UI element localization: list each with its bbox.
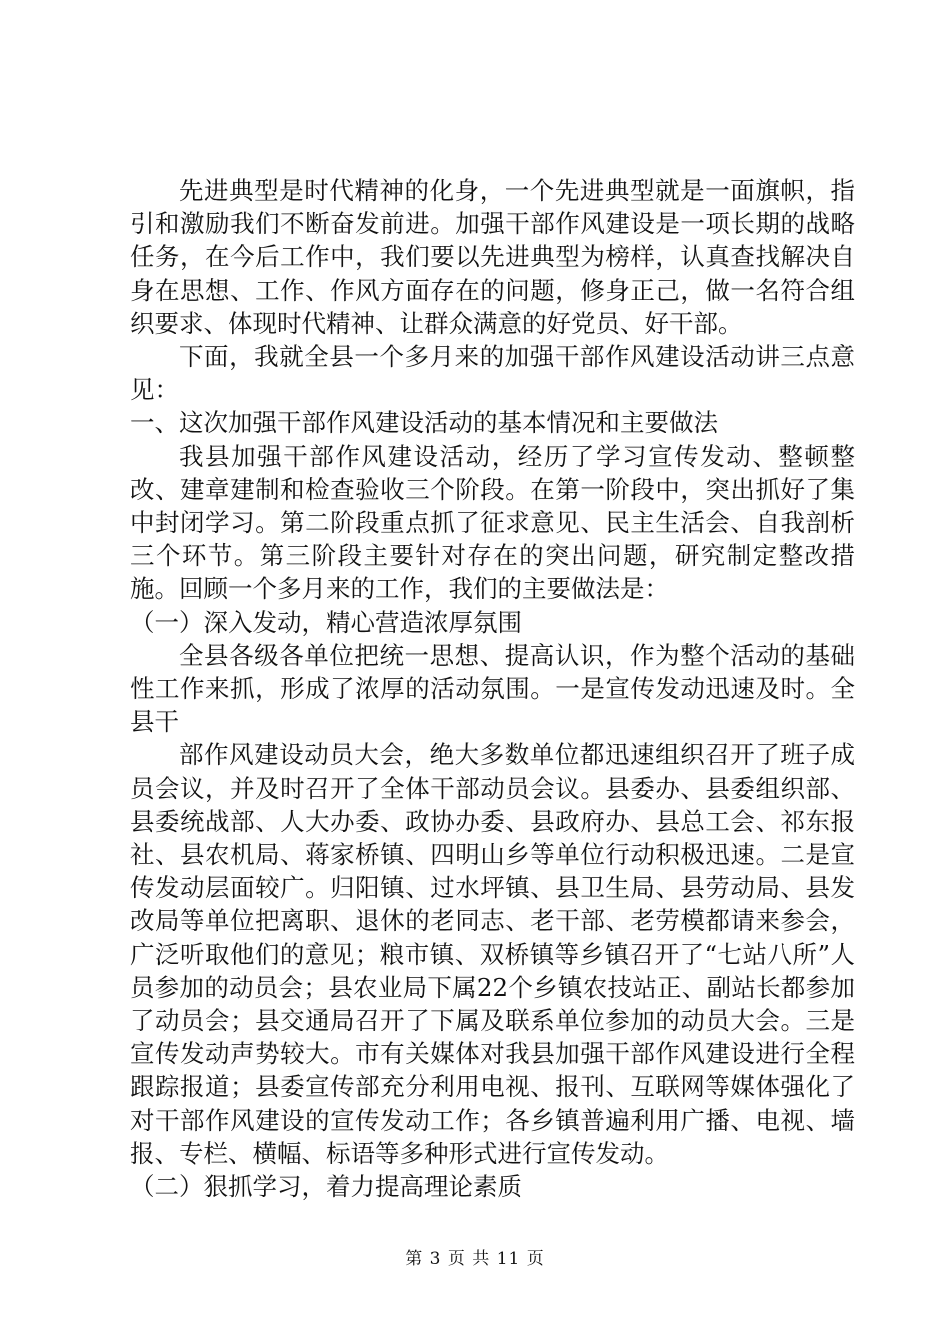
paragraph-mobilization-cont: 部作风建设动员大会，绝大多数单位都迅速组织召开了班子成员会议，并及时召开了全体干部动员会议。县委办、县委组织部、县委统战部、人大办委、政协办委、县政府办、县总工会、祁东报社、县农机局、蒋家桥镇、四明山乡等单位行动积极迅速。二是宣传发动层面较广。归阳镇、过水坪镇、县卫生局、县劳动局、县发改局等单位把离职、退休的老同志、老干部、老劳模都请来参会，广泛听取他们的意见；粮市镇、双桥镇等乡镇召开了“七站八所”人员参加的动员会；县农业局下属22个乡镇农技站正、副站长都参加了动员会；县交通局召开了下属及联系单位参加的动员大会。三是宣传发动声势较大。市有关媒体对我县加强干部作风建设进行全程跟踪报道；县委宣传部充分利用电视、报刊、互联网等媒体强化了对干部作风建设的宣传发动工作；各乡镇普遍利用广播、电视、墙报、专栏、横幅、标语等多种形式进行宣传发动。 (130, 740, 855, 1168)
subsection-heading-2: （二）狠抓学习，着力提高理论素质 (130, 1172, 522, 1202)
page-number-footer: 第 3 页 共 11 页 (405, 1249, 545, 1269)
paragraph-mobilization: 全县各级各单位把统一思想、提高认识，作为整个活动的基础性工作来抓，形成了浓厚的活动氛围。一是宣传发动迅速及时。全县干 (130, 640, 855, 737)
paragraph-preface: 下面，我就全县一个多月来的加强干部作风建设活动讲三点意见： (130, 342, 855, 405)
section-heading-1: 一、这次加强干部作风建设活动的基本情况和主要做法 (130, 408, 718, 438)
paragraph-overview: 我县加强干部作风建设活动，经历了学习宣传发动、整顿整改、建章建制和检查验收三个阶段。在第一阶段中，突出抓好了集中封闭学习。第二阶段重点抓了征求意见、民主生活会、自我剖析三个环节。第三阶段主要针对存在的突出问题，研究制定整改措施。回顾一个多月来的工作，我们的主要做法是： (130, 441, 855, 604)
subsection-heading-1: （一）深入发动，精心营造浓厚氛围 (130, 607, 522, 637)
paragraph-intro: 先进典型是时代精神的化身，一个先进典型就是一面旗帜，指引和激励我们不断奋发前进。加强干部作风建设是一项长期的战略任务，在今后工作中，我们要以先进典型为榜样，认真查找解决自身在思想、工作、作风方面存在的问题，修身正己，做一名符合组织要求、体现时代精神、让群众满意的好党员、好干部。 (130, 176, 855, 338)
document-body (130, 174, 855, 1203)
